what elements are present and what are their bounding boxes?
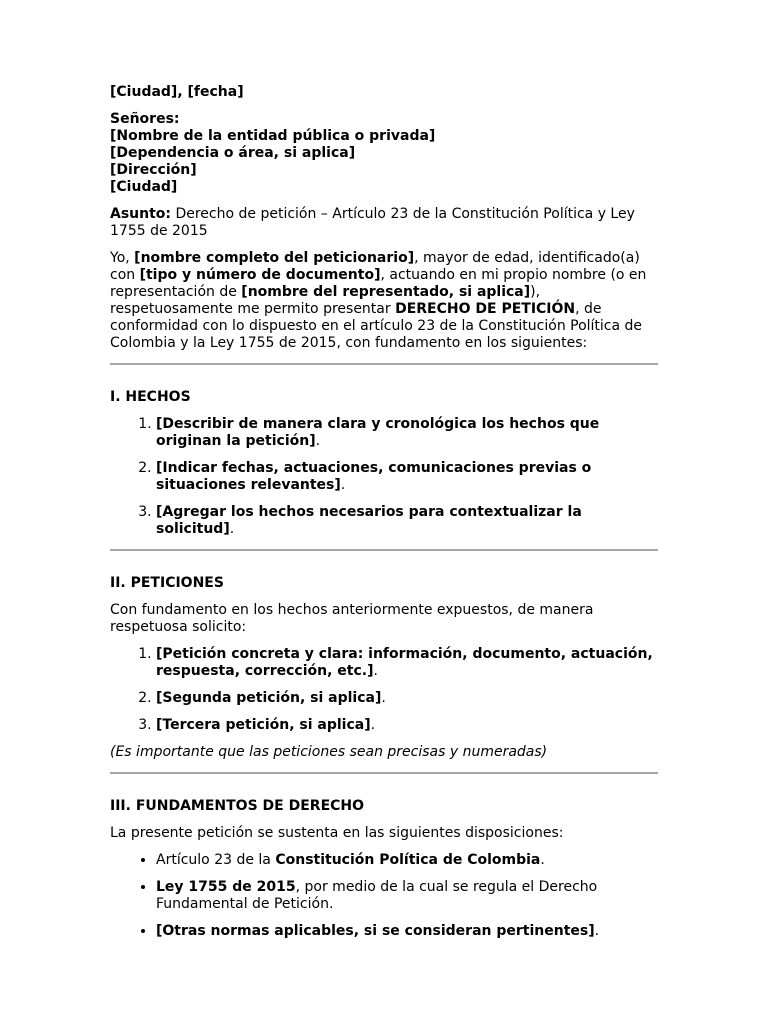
subject-text: Derecho de petición – Artículo 23 de la Constitución Política y Ley 1755 de 2015 [110,206,635,239]
list-item-bold: Ley 1755 de 2015 [156,879,296,895]
peticiones-intro: Con fundamento en los hechos anteriormente expuestos, de manera respetuosa solicito: [110,602,594,635]
list-item [156,923,658,940]
list-item-bold: [Segunda petición, si aplica] [156,690,382,706]
intro-text: , de conformidad con lo dispuesto en el artículo 23 de la Constitución Política de Colombia y la Ley 1755 de 2015, con fundamento en los siguientes: [110,301,643,351]
list-item [156,852,658,869]
list-item-bold: Constitución Política de Colombia [275,852,541,868]
list-item [156,879,658,913]
section-divider [110,549,658,551]
list-item [156,646,658,680]
list-item [156,460,658,494]
fundamentos-list [110,852,658,940]
recipient-entity: [Nombre de la entidad pública o privada] [110,128,436,144]
peticiones-note: (Es importante que las peticiones sean precisas y numeradas) [110,744,548,760]
represented-name-placeholder: [nombre del representado, si aplica] [241,284,531,300]
list-item-text: . [381,690,386,706]
list-item-text: Artículo 23 de la [156,852,276,868]
intro-text: , actuando en mi propio nombre (o en representación de [110,267,647,300]
recipient-department: [Dependencia o área, si aplica] [110,145,356,161]
list-item-text: . [373,663,378,679]
list-item-bold: [Petición concreta y clara: información, documento, actuación, respuesta, corrección, etc.] [156,646,653,679]
document-type-placeholder: [tipo y número de documento] [139,267,381,283]
peticiones-title: II. PETICIONES [110,575,224,591]
peticiones-list [110,646,658,734]
fundamentos-title: III. FUNDAMENTOS DE DERECHO [110,798,365,814]
list-item-bold: [Describir de manera clara y cronológica los hechos que originan la petición] [156,416,600,449]
intro-paragraph [110,250,658,352]
hechos-title: I. HECHOS [110,389,191,405]
subject-label: Asunto: [110,206,172,222]
list-item-text: . [594,923,600,939]
list-item [156,504,658,538]
list-item [156,416,658,450]
derecho-peticion-emphasis: DERECHO DE PETICIÓN [395,301,576,317]
recipient-address: [Dirección] [110,162,197,178]
intro-text: Yo, [110,250,135,266]
list-item-text: . [229,521,235,537]
intro-text: , mayor de edad, identificado(a) con [110,250,640,283]
subject-line [110,206,658,240]
hechos-list [110,416,658,538]
section-divider [110,363,658,365]
fundamentos-intro: La presente petición se sustenta en las siguientes disposiciones: [110,825,564,841]
list-item-bold: [Otras normas aplicables, si se consideran pertinentes] [156,923,595,939]
list-item [156,690,658,707]
recipient-block [110,111,658,196]
list-item-bold: [Indicar fechas, actuaciones, comunicaciones previas o situaciones relevantes] [156,460,592,493]
city-date: [Ciudad], [fecha] [110,84,244,100]
list-item-bold: [Tercera petición, si aplica] [156,717,371,733]
salutation: Señores: [110,111,180,127]
intro-text: ), respetuosamente me permito presentar [110,284,541,317]
list-item-text: . [370,717,376,733]
list-item-text: . [315,433,321,449]
recipient-city: [Ciudad] [110,179,178,195]
list-item-text: , por medio de la cual se regula el Derecho Fundamental de Petición. [156,879,598,912]
section-divider [110,772,658,774]
list-item-text: . [340,477,346,493]
list-item-text: . [540,852,545,868]
petitioner-name-placeholder: [nombre completo del peticionario] [134,250,415,266]
list-item [156,717,658,734]
list-item-bold: [Agregar los hechos necesarios para contextualizar la solicitud] [156,504,582,537]
